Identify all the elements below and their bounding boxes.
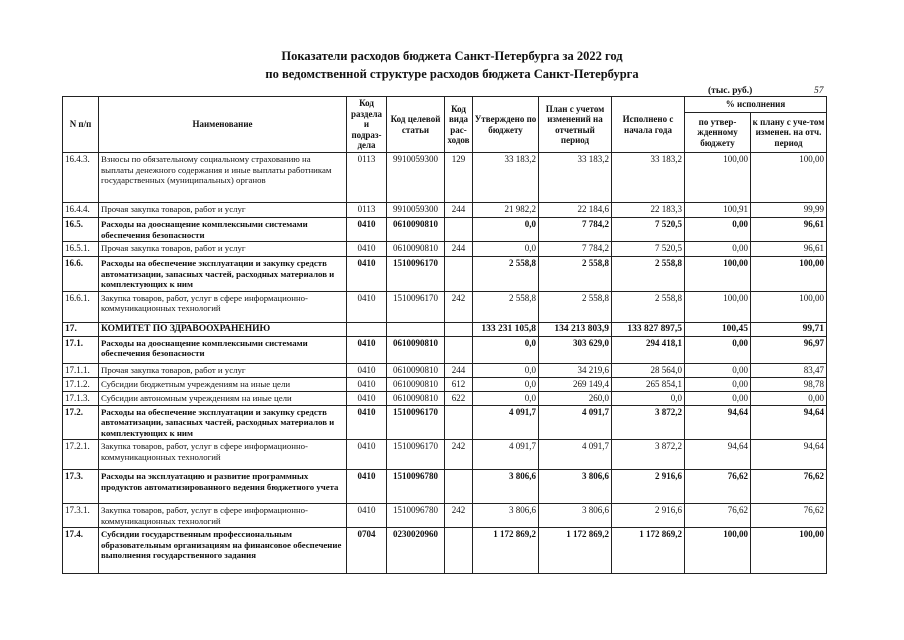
cell-nn: 17.3. (63, 470, 99, 504)
cell-ispolneno: 22 183,3 (612, 203, 685, 218)
cell-kod-vida: 244 (445, 242, 473, 257)
header-plan: План с учетом изменений на отчетный период (539, 97, 612, 153)
cell-plan: 7 784,2 (539, 218, 612, 242)
cell-name: КОМИТЕТ ПО ЗДРАВООХРАНЕНИЮ (99, 322, 347, 336)
cell-pct-plan: 99,71 (751, 322, 827, 336)
cell-plan: 33 183,2 (539, 153, 612, 203)
table-row (63, 203, 827, 218)
cell-kod-vida (445, 257, 473, 292)
cell-kod-razdela: 0410 (347, 336, 387, 363)
cell-plan: 269 149,4 (539, 377, 612, 391)
table-row (63, 218, 827, 242)
cell-kod-vida: 244 (445, 203, 473, 218)
cell-utverzhdeno: 0,0 (473, 218, 539, 242)
cell-pct-budget: 100,00 (685, 528, 751, 574)
cell-nn: 16.6.1. (63, 291, 99, 322)
cell-ispolneno: 265 854,1 (612, 377, 685, 391)
cell-pct-plan: 100,00 (751, 528, 827, 574)
cell-kod-vida (445, 470, 473, 504)
cell-name: Субсидии бюджетным учреждениям на иные цели (99, 377, 347, 391)
cell-nn: 16.4.4. (63, 203, 99, 218)
cell-ispolneno: 28 564,0 (612, 363, 685, 377)
header-nn: N п/п (63, 97, 99, 153)
cell-kod-vida: 242 (445, 504, 473, 528)
cell-kod-razdela: 0410 (347, 257, 387, 292)
header-ispolneno: Исполнено с начала года (612, 97, 685, 153)
cell-kod-stati: 1510096170 (387, 405, 445, 440)
cell-name: Расходы на дооснащение комплексными системами обеспечения безопасности (99, 336, 347, 363)
cell-nn: 17.1.1. (63, 363, 99, 377)
cell-kod-vida (445, 405, 473, 440)
cell-pct-budget: 94,64 (685, 405, 751, 440)
cell-kod-stati: 1510096170 (387, 440, 445, 470)
cell-pct-budget: 0,00 (685, 336, 751, 363)
cell-kod-razdela: 0410 (347, 405, 387, 440)
cell-plan: 1 172 869,2 (539, 528, 612, 574)
cell-name: Расходы на обеспечение эксплуатации и закупку средств автоматизации, запасных частей, расходных материалов и комплектующих к ним (99, 405, 347, 440)
cell-plan: 22 184,6 (539, 203, 612, 218)
cell-pct-plan: 96,61 (751, 218, 827, 242)
cell-kod-vida: 242 (445, 440, 473, 470)
cell-ispolneno: 3 872,2 (612, 405, 685, 440)
header-pct-plan: к плану с уче-том изменен. на отч. период (751, 113, 827, 153)
cell-kod-stati: 9910059300 (387, 203, 445, 218)
cell-kod-stati: 0610090810 (387, 363, 445, 377)
cell-kod-stati: 1510096170 (387, 291, 445, 322)
cell-utverzhdeno: 3 806,6 (473, 504, 539, 528)
cell-plan: 260,0 (539, 391, 612, 405)
cell-pct-plan: 94,64 (751, 405, 827, 440)
cell-nn: 16.5. (63, 218, 99, 242)
cell-kod-razdela: 0410 (347, 218, 387, 242)
report-title-line-2: по ведомственной структуре расходов бюджета Санкт-Петербурга (265, 67, 639, 81)
cell-kod-razdela: 0410 (347, 291, 387, 322)
cell-pct-plan: 100,00 (751, 153, 827, 203)
cell-name: Прочая закупка товаров, работ и услуг (99, 242, 347, 257)
header-kod-stati: Код целевой статьи (387, 97, 445, 153)
cell-ispolneno: 3 872,2 (612, 440, 685, 470)
cell-kod-razdela: 0410 (347, 242, 387, 257)
cell-pct-plan: 100,00 (751, 291, 827, 322)
cell-pct-budget: 100,91 (685, 203, 751, 218)
cell-kod-stati: 9910059300 (387, 153, 445, 203)
page-number: 57 (814, 86, 824, 96)
cell-name: Расходы на дооснащение комплексными системами обеспечения безопасности (99, 218, 347, 242)
cell-plan: 2 558,8 (539, 257, 612, 292)
cell-pct-plan: 98,78 (751, 377, 827, 391)
cell-pct-plan: 96,61 (751, 242, 827, 257)
cell-kod-razdela: 0410 (347, 377, 387, 391)
cell-pct-budget: 0,00 (685, 391, 751, 405)
cell-ispolneno: 133 827 897,5 (612, 322, 685, 336)
cell-kod-vida: 242 (445, 291, 473, 322)
cell-utverzhdeno: 21 982,2 (473, 203, 539, 218)
cell-pct-budget: 0,00 (685, 377, 751, 391)
cell-ispolneno: 2 558,8 (612, 257, 685, 292)
cell-nn: 17.2. (63, 405, 99, 440)
table-row (63, 153, 827, 203)
cell-kod-razdela: 0410 (347, 363, 387, 377)
cell-kod-stati (387, 322, 445, 336)
table-row (63, 291, 827, 322)
cell-ispolneno: 33 183,2 (612, 153, 685, 203)
cell-pct-budget: 100,00 (685, 291, 751, 322)
cell-pct-plan: 76,62 (751, 470, 827, 504)
table-row (63, 257, 827, 292)
cell-kod-stati: 0610090810 (387, 336, 445, 363)
cell-pct-plan: 76,62 (751, 504, 827, 528)
cell-utverzhdeno: 0,0 (473, 336, 539, 363)
cell-kod-razdela: 0410 (347, 470, 387, 504)
cell-ispolneno: 2 558,8 (612, 291, 685, 322)
cell-plan: 4 091,7 (539, 440, 612, 470)
report-title-line-1: Показатели расходов бюджета Санкт-Петербурга за 2022 год (281, 49, 623, 63)
table-row (63, 391, 827, 405)
header-pct-budget: по утвер-жденному бюджету (685, 113, 751, 153)
cell-pct-plan: 0,00 (751, 391, 827, 405)
table-row (63, 504, 827, 528)
cell-utverzhdeno: 2 558,8 (473, 257, 539, 292)
cell-ispolneno: 2 916,6 (612, 504, 685, 528)
cell-kod-razdela: 0113 (347, 203, 387, 218)
cell-kod-stati: 0610090810 (387, 218, 445, 242)
cell-pct-budget: 100,00 (685, 257, 751, 292)
cell-name: Расходы на эксплуатацию и развитие программных продуктов автоматизированного ведения бюджетного учета (99, 470, 347, 504)
cell-pct-budget: 0,00 (685, 242, 751, 257)
cell-pct-plan: 96,97 (751, 336, 827, 363)
budget-table (62, 96, 827, 574)
cell-utverzhdeno: 0,0 (473, 377, 539, 391)
table-row (63, 405, 827, 440)
cell-plan: 34 219,6 (539, 363, 612, 377)
table-row (63, 528, 827, 574)
cell-plan: 303 629,0 (539, 336, 612, 363)
cell-nn: 17.2.1. (63, 440, 99, 470)
cell-nn: 17.1.2. (63, 377, 99, 391)
cell-ispolneno: 0,0 (612, 391, 685, 405)
cell-name: Субсидии государственным профессиональным образовательным организациям на финансовое обеспечение выполнения государственного задания (99, 528, 347, 574)
cell-pct-plan: 83,47 (751, 363, 827, 377)
table-row (63, 363, 827, 377)
cell-name: Прочая закупка товаров, работ и услуг (99, 203, 347, 218)
cell-nn: 16.6. (63, 257, 99, 292)
table-row (63, 470, 827, 504)
cell-pct-budget: 76,62 (685, 504, 751, 528)
cell-pct-budget: 100,45 (685, 322, 751, 336)
cell-nn: 16.5.1. (63, 242, 99, 257)
cell-pct-budget: 76,62 (685, 470, 751, 504)
header-kod-vida: Код вида рас-ходов (445, 97, 473, 153)
cell-nn: 17. (63, 322, 99, 336)
cell-kod-razdela: 0113 (347, 153, 387, 203)
header-name: Наименование (99, 97, 347, 153)
cell-ispolneno: 7 520,5 (612, 242, 685, 257)
cell-kod-stati: 1510096780 (387, 504, 445, 528)
cell-kod-vida: 622 (445, 391, 473, 405)
cell-kod-razdela: 0704 (347, 528, 387, 574)
cell-utverzhdeno: 0,0 (473, 363, 539, 377)
cell-kod-vida: 129 (445, 153, 473, 203)
cell-pct-budget: 100,00 (685, 153, 751, 203)
cell-pct-plan: 99,99 (751, 203, 827, 218)
cell-kod-razdela: 0410 (347, 391, 387, 405)
cell-plan: 3 806,6 (539, 470, 612, 504)
table-row (63, 336, 827, 363)
cell-name: Расходы на обеспечение эксплуатации и закупку средств автоматизации, запасных частей, расходных материалов и комплектующих к ним (99, 257, 347, 292)
cell-ispolneno: 7 520,5 (612, 218, 685, 242)
cell-name: Взносы по обязательному социальному страхованию на выплаты денежного содержания и иные выплаты работникам государственных (муниципальных) органов (99, 153, 347, 203)
cell-utverzhdeno: 133 231 105,8 (473, 322, 539, 336)
cell-utverzhdeno: 0,0 (473, 391, 539, 405)
cell-pct-plan: 100,00 (751, 257, 827, 292)
cell-name: Субсидии автономным учреждениям на иные цели (99, 391, 347, 405)
cell-plan: 4 091,7 (539, 405, 612, 440)
cell-ispolneno: 294 418,1 (612, 336, 685, 363)
header-utverzhdeno: Утверждено по бюджету (473, 97, 539, 153)
cell-plan: 3 806,6 (539, 504, 612, 528)
cell-name: Закупка товаров, работ, услуг в сфере информационно-коммуникационных технологий (99, 504, 347, 528)
cell-name: Прочая закупка товаров, работ и услуг (99, 363, 347, 377)
cell-kod-stati: 0610090810 (387, 377, 445, 391)
table-row (63, 242, 827, 257)
cell-name: Закупка товаров, работ, услуг в сфере информационно-коммуникационных технологий (99, 291, 347, 322)
cell-utverzhdeno: 4 091,7 (473, 440, 539, 470)
cell-utverzhdeno: 2 558,8 (473, 291, 539, 322)
table-row (63, 377, 827, 391)
cell-pct-plan: 94,64 (751, 440, 827, 470)
cell-nn: 16.4.3. (63, 153, 99, 203)
cell-ispolneno: 2 916,6 (612, 470, 685, 504)
units-label: (тыс. руб.) (708, 86, 753, 96)
cell-utverzhdeno: 33 183,2 (473, 153, 539, 203)
cell-kod-stati: 0610090810 (387, 391, 445, 405)
cell-kod-vida (445, 528, 473, 574)
cell-plan: 2 558,8 (539, 291, 612, 322)
cell-plan: 7 784,2 (539, 242, 612, 257)
cell-kod-vida (445, 322, 473, 336)
cell-nn: 17.1. (63, 336, 99, 363)
cell-kod-stati: 0610090810 (387, 242, 445, 257)
cell-utverzhdeno: 3 806,6 (473, 470, 539, 504)
cell-ispolneno: 1 172 869,2 (612, 528, 685, 574)
cell-kod-vida: 612 (445, 377, 473, 391)
cell-nn: 17.4. (63, 528, 99, 574)
cell-kod-razdela: 0410 (347, 504, 387, 528)
cell-pct-budget: 0,00 (685, 218, 751, 242)
cell-utverzhdeno: 0,0 (473, 242, 539, 257)
table-row (63, 440, 827, 470)
cell-kod-stati: 1510096780 (387, 470, 445, 504)
cell-name: Закупка товаров, работ, услуг в сфере информационно-коммуникационных технологий (99, 440, 347, 470)
cell-plan: 134 213 803,9 (539, 322, 612, 336)
cell-pct-budget: 0,00 (685, 363, 751, 377)
cell-nn: 17.3.1. (63, 504, 99, 528)
cell-kod-razdela: 0410 (347, 440, 387, 470)
cell-kod-stati: 0230020960 (387, 528, 445, 574)
cell-nn: 17.1.3. (63, 391, 99, 405)
cell-kod-razdela (347, 322, 387, 336)
cell-utverzhdeno: 1 172 869,2 (473, 528, 539, 574)
cell-kod-stati: 1510096170 (387, 257, 445, 292)
cell-kod-vida (445, 336, 473, 363)
cell-pct-budget: 94,64 (685, 440, 751, 470)
header-kod-razdela: Код раздела и подраз-дела (347, 97, 387, 153)
cell-utverzhdeno: 4 091,7 (473, 405, 539, 440)
table-row (63, 322, 827, 336)
header-pct-group: % исполнения (685, 97, 827, 113)
cell-kod-vida (445, 218, 473, 242)
cell-kod-vida: 244 (445, 363, 473, 377)
